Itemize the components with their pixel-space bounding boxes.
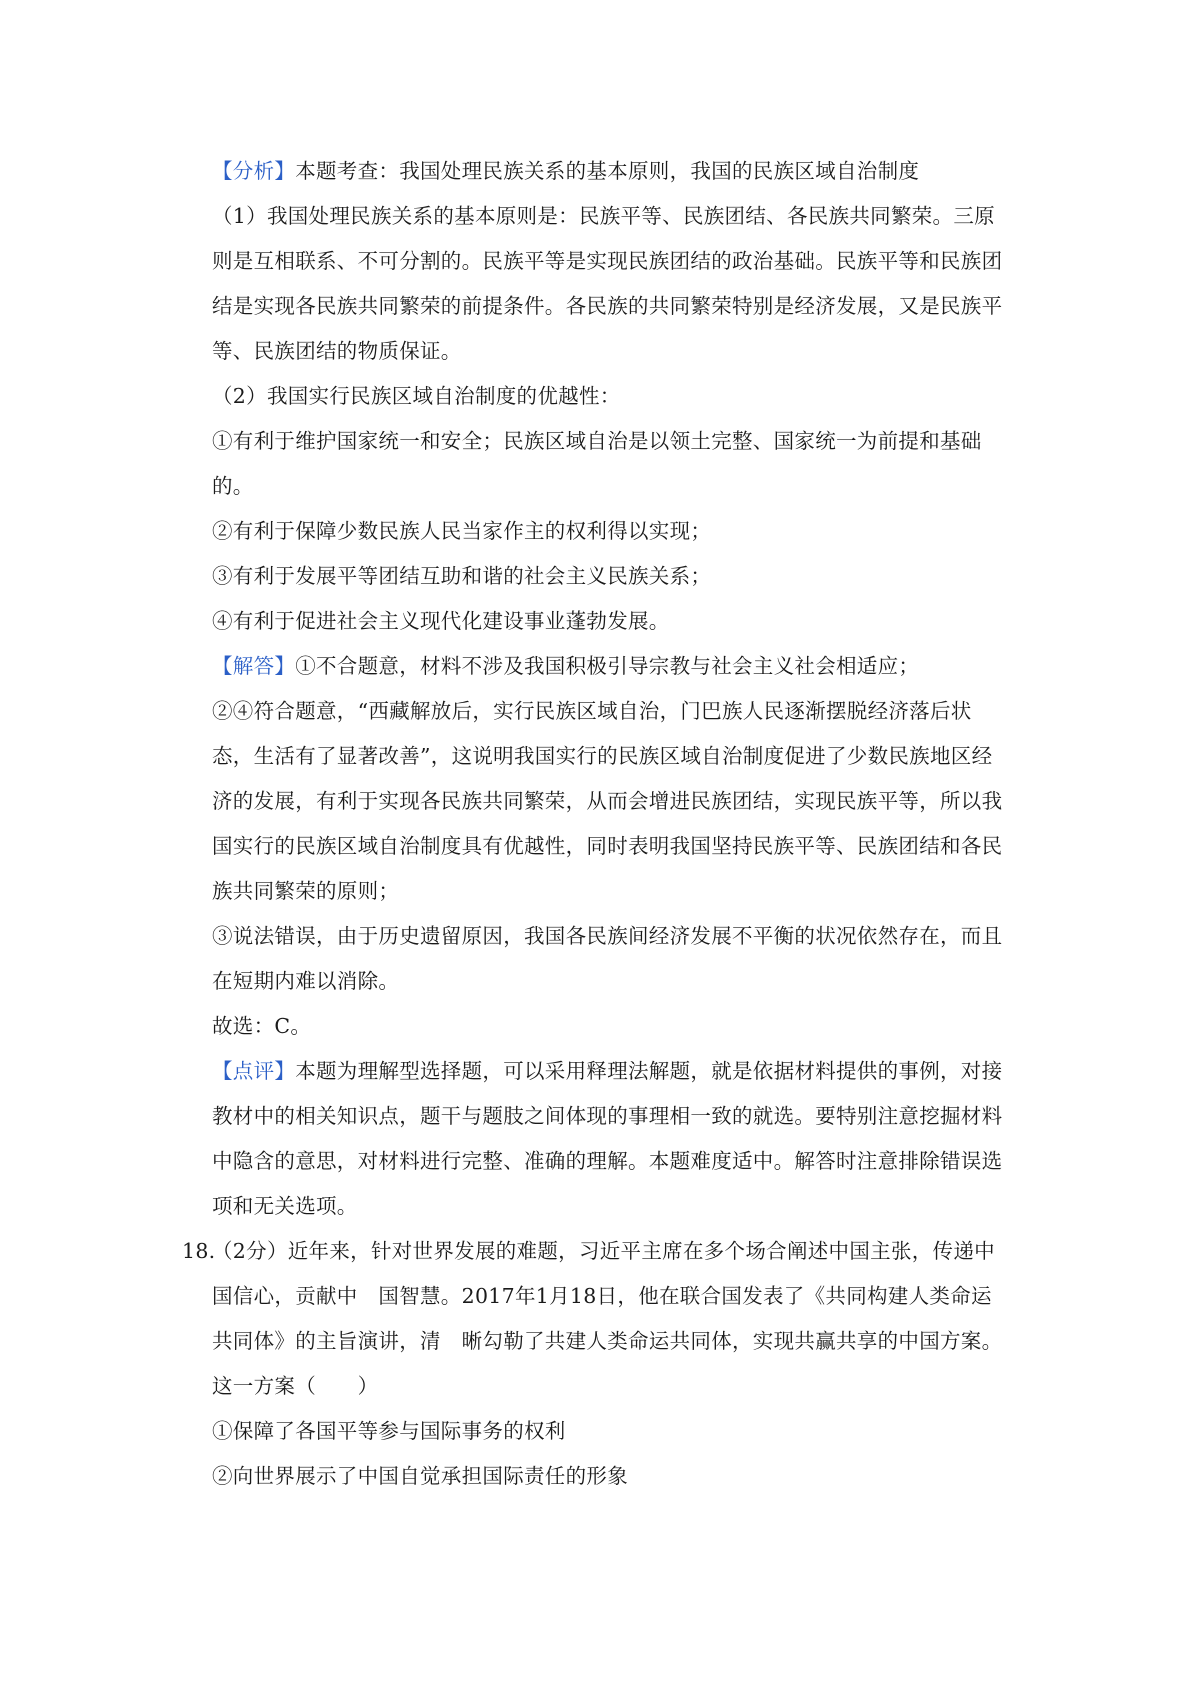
- question-number: 18.: [182, 1239, 216, 1263]
- comment-line-2: 中隐含的意思，对材料进行完整、准确的理解。本题难度适中。解答时注意排除错误选: [212, 1149, 1003, 1173]
- question-option-2: ②向世界展示了中国自觉承担国际责任的形象: [212, 1464, 628, 1488]
- question-18-first-line: [182, 1236, 1032, 1266]
- question-stem-line-4: 这一方案（ ）: [212, 1374, 379, 1398]
- analysis-line-5: （2）我国实行民族区域自治制度的优越性：: [212, 384, 621, 408]
- question-stem-line-1: （2分）近年来，针对世界发展的难题，习近平主席在多个场合阐述中国主张，传递中: [212, 1239, 995, 1263]
- answer-line-5: 族共同繁荣的原则；: [212, 879, 400, 903]
- analysis-line-1: （1）我国处理民族关系的基本原则是：民族平等、民族团结、各民族共同繁荣。三原: [212, 204, 995, 228]
- answer-line-3: 济的发展，有利于实现各民族共同繁荣，从而会增进民族团结，实现民族平等，所以我: [212, 789, 1003, 813]
- analysis-line-9: ③有利于发展平等团结互助和谐的社会主义民族关系；: [212, 564, 712, 588]
- answer-line-2: 态，生活有了显著改善”，这说明我国实行的民族区域自治制度促进了少数民族地区经: [212, 744, 993, 768]
- analysis-line-7: 的。: [212, 474, 254, 498]
- analysis-line-8: ②有利于保障少数民族人民当家作主的权利得以实现；: [212, 519, 712, 543]
- answer-line-7: 在短期内难以消除。: [212, 969, 400, 993]
- analysis-line-6: ①有利于维护国家统一和安全；民族区域自治是以领土完整、国家统一为前提和基础: [212, 429, 982, 453]
- comment-tag: 【点评】: [212, 1059, 296, 1083]
- answer-line-6: ③说法错误，由于历史遗留原因，我国各民族间经济发展不平衡的状况依然存在，而且: [212, 924, 1003, 948]
- analysis-tag: 【分析】: [212, 159, 296, 183]
- question-stem-line-3: 共同体》的主旨演讲，清 晰勾勒了共建人类命运共同体，实现共赢共享的中国方案。: [212, 1329, 1003, 1353]
- analysis-line-3: 结是实现各民族共同繁荣的前提条件。各民族的共同繁荣特别是经济发展，又是民族平: [212, 294, 1003, 318]
- answer-choice: 故选：C。: [212, 1014, 312, 1038]
- question-option-1: ①保障了各国平等参与国际事务的权利: [212, 1419, 566, 1443]
- comment-line-3: 项和无关选项。: [212, 1194, 358, 1218]
- analysis-line-2: 则是互相联系、不可分割的。民族平等是实现民族团结的政治基础。民族平等和民族团: [212, 249, 1003, 273]
- answer-tag: 【解答】: [212, 654, 296, 678]
- comment-line-1: 教材中的相关知识点，题干与题肢之间体现的事理相一致的就选。要特别注意挖掘材料: [212, 1104, 1003, 1128]
- answer-line-4: 国实行的民族区域自治制度具有优越性，同时表明我国坚持民族平等、民族团结和各民: [212, 834, 1003, 858]
- analysis-line-4: 等、民族团结的物质保证。: [212, 339, 462, 363]
- analysis-heading-line: [212, 156, 1032, 186]
- analysis-line-10: ④有利于促进社会主义现代化建设事业蓬勃发展。: [212, 609, 670, 633]
- question-stem-line-2: 国信心，贡献中 国智慧。2017年1月18日，他在联合国发表了《共同构建人类命运: [212, 1284, 992, 1308]
- answer-line-1: ②④符合题意，“西藏解放后，实行民族区域自治，门巴族人民逐渐摆脱经济落后状: [212, 699, 972, 723]
- answer-heading-line: [212, 651, 1032, 681]
- analysis-topic: 本题考查：我国处理民族关系的基本原则，我国的民族区域自治制度: [295, 159, 920, 183]
- answer-first-line: ①不合题意，材料不涉及我国积极引导宗教与社会主义社会相适应；: [295, 654, 920, 678]
- comment-heading-line: [212, 1056, 1032, 1086]
- comment-first-line: 本题为理解型选择题，可以采用释理法解题，就是依据材料提供的事例，对接: [295, 1059, 1003, 1083]
